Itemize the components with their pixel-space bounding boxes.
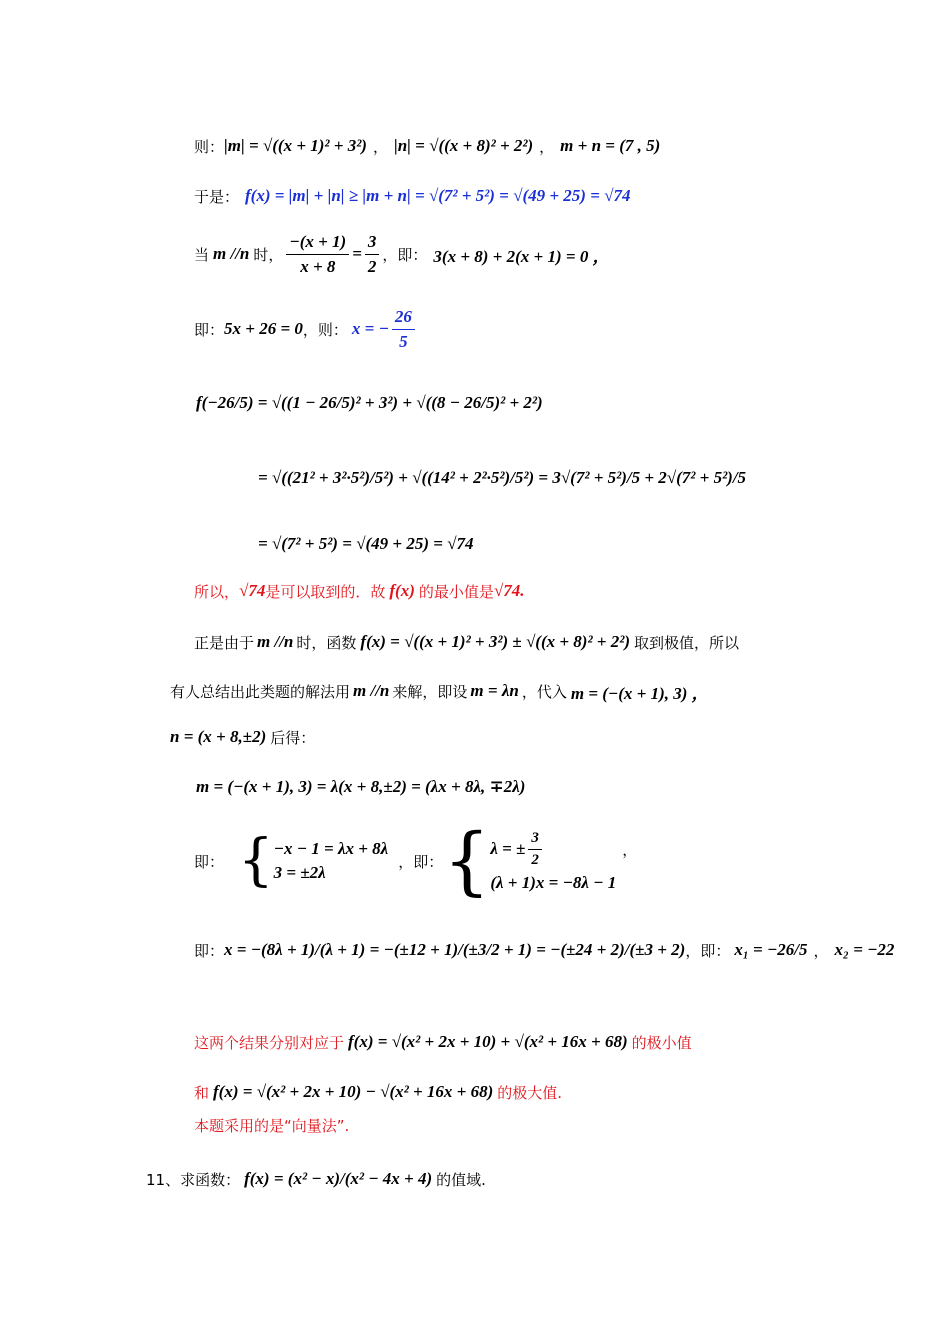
math-x1: x₁ = −26/5 <box>734 940 808 959</box>
math-x: x = − <box>351 319 389 338</box>
label-ji: ，即： <box>685 941 731 960</box>
math-function-minus: f(x) = √(x² + 2x + 10) − √(x² + 16x + 68) <box>213 1082 494 1101</box>
label-ji: 即： <box>194 852 225 871</box>
text: 有人总结出此类题的解法用 <box>170 682 351 701</box>
math-simplify: = √((21² + 3²·5²)/5²) + √((14² + 2²·5²)/5²) = 3√(7² + 5²)/5 + 2√(7² + 5²)/5 <box>258 468 747 487</box>
text: 正是由于 <box>194 633 255 652</box>
line-10 <box>170 676 709 706</box>
line-7 <box>258 528 474 560</box>
math-n-vector: n = (x + 8,±2) <box>170 727 267 746</box>
math-vector-eq: m = (−(x + 1), 3) = λ(x + 8,±2) = (λx + 8λ, ∓2λ) <box>196 777 526 796</box>
line-15 <box>194 1026 692 1058</box>
math-parallel: m //n <box>257 632 294 651</box>
math-sqrt74: √74 <box>493 581 521 600</box>
text: 来解，即设 <box>392 682 468 701</box>
sys-row: −x − 1 = λx + 8λ <box>273 839 389 858</box>
label-ze: 则： <box>194 137 225 156</box>
math-m-vector: m = (−(x + 1), 3) ， <box>570 683 709 703</box>
line-1 <box>194 128 660 164</box>
frac-den: x + 8 <box>300 256 336 276</box>
frac-num: 3 <box>365 232 380 255</box>
line-17 <box>194 1112 349 1138</box>
math-problem-function: f(x) = (x² − x)/(x² − 4x + 4) <box>244 1169 433 1188</box>
math-m-plus-n: m + n = (7 , 5) <box>560 136 661 155</box>
math-parallel: m //n <box>213 244 250 263</box>
text: 的值域. <box>436 1170 486 1189</box>
line-2 <box>194 180 630 212</box>
math-x2: x₂ = −22 <box>834 940 895 959</box>
label-yushi: 于是： <box>194 187 240 206</box>
label-ji: ，即： <box>398 852 444 871</box>
label-ji: 即： <box>194 320 225 339</box>
frac-num: 3 <box>528 830 542 850</box>
label-ji: ，即： <box>382 245 428 264</box>
text: 的极大值. <box>497 1083 563 1102</box>
frac-num: 26 <box>392 307 415 330</box>
label-dang: 当 <box>194 245 210 264</box>
system-1 <box>274 837 389 885</box>
line-5 <box>196 380 543 426</box>
period: . <box>520 581 525 600</box>
comma: ， <box>539 137 555 156</box>
math-x-solve: x = −(8λ + 1)/(λ + 1) = −(±12 + 1)/(±3/2 + 1) = −(±24 + 2)/(±3 + 2) <box>224 940 686 959</box>
text: ，代入 <box>521 682 567 701</box>
text: 求函数： <box>180 1170 241 1189</box>
math-abs-n: |n| = √((x + 8)² + 2²) <box>393 136 534 155</box>
math-lambda: m = λn <box>470 681 519 700</box>
frac-den: 2 <box>367 256 377 276</box>
brace-left: { <box>238 828 274 893</box>
frac-den: 5 <box>399 331 408 351</box>
sys-row: (λ + 1)x = −8λ − 1 <box>490 872 617 892</box>
math-parallel: m //n <box>353 681 390 700</box>
fraction <box>528 830 542 869</box>
text: 时，函数 <box>296 633 357 652</box>
sys-row <box>490 830 616 869</box>
math-sqrt74: √74 <box>239 581 266 600</box>
label-shi: 时， <box>253 245 284 264</box>
sys-row: 3 = ±2λ <box>273 863 326 882</box>
line-4 <box>194 304 418 354</box>
line-18 <box>146 1152 486 1206</box>
label-ji: 即： <box>194 941 225 960</box>
fraction-lhs <box>286 232 349 277</box>
text-suoyi: 所以， <box>194 582 240 601</box>
math-function: f(x) = √((x + 1)² + 3²) ± √((x + 8)² + 2²) <box>360 632 630 651</box>
line-8 <box>194 576 524 606</box>
math-function-plus: f(x) = √(x² + 2x + 10) + √(x² + 16x + 68) <box>348 1032 628 1051</box>
math-equation: 3(x + 8) + 2(x + 1) = 0 ， <box>433 246 610 266</box>
line-6 <box>258 452 746 504</box>
line-3 <box>194 228 610 280</box>
math-result: = √(7² + 5²) = √(49 + 25) = √74 <box>258 534 474 553</box>
line-14 <box>194 934 894 966</box>
line-13 <box>194 818 638 904</box>
brace-left: { <box>443 818 491 904</box>
math-linear: 5x + 26 = 0 <box>224 319 303 338</box>
text: 这两个结果分别对应于 <box>194 1033 345 1052</box>
fraction-x <box>392 307 415 352</box>
line-16 <box>194 1076 562 1108</box>
math-f-value: f(−26/5) = √((1 − 26/5)² + 3²) + √((8 − 26/5)² + 2²) <box>196 393 543 412</box>
text: 后得： <box>270 728 316 747</box>
comma: ， <box>813 941 829 960</box>
lambda-eq: λ = ± <box>490 839 526 858</box>
fraction-rhs <box>365 232 380 277</box>
math-inequality: f(x) = |m| + |n| ≥ |m + n| = √(7² + 5²) = √(49 + 25) = √74 <box>245 186 631 205</box>
problem-number: 11、 <box>146 1170 181 1189</box>
label-ze: ，则： <box>302 320 348 339</box>
frac-den: 2 <box>531 851 539 868</box>
comma: ， <box>372 137 388 156</box>
text-reachable: 是可以取到的．故 <box>265 582 386 601</box>
equals: = <box>352 244 362 263</box>
frac-num: −(x + 1) <box>286 232 349 255</box>
line-11 <box>170 722 315 752</box>
text-method: 本题采用的是“向量法”. <box>194 1116 350 1135</box>
comma: ， <box>622 840 638 859</box>
system-2 <box>490 830 616 893</box>
text-min-value: 的最小值是 <box>418 582 494 601</box>
text: 和 <box>194 1083 210 1102</box>
math-abs-m: |m| = √((x + 1)² + 3²) <box>224 136 367 155</box>
line-12 <box>196 772 525 802</box>
line-9 <box>194 626 739 658</box>
text: 的极小值 <box>631 1033 692 1052</box>
text: 取到极值，所以 <box>634 633 740 652</box>
math-fx: f(x) <box>389 581 415 600</box>
